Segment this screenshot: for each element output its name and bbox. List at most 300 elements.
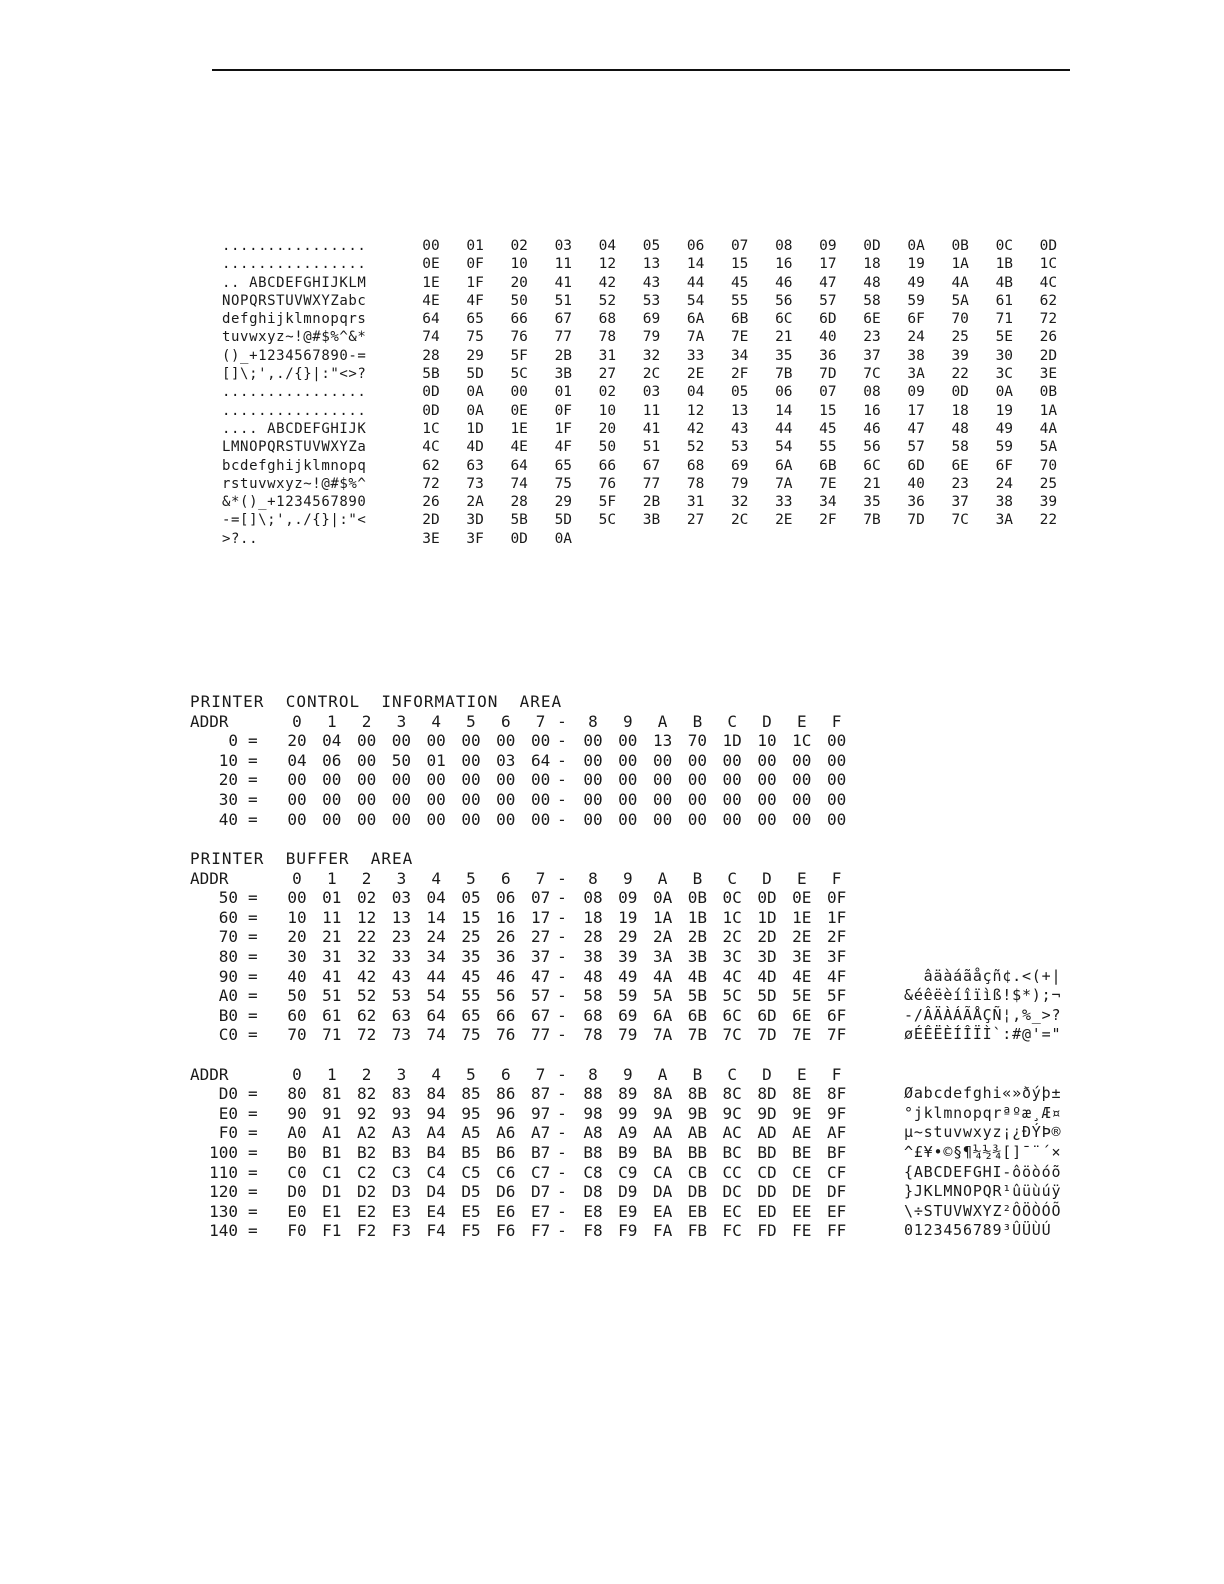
memory-cell: 60	[287, 1005, 307, 1025]
column-separator: -	[557, 907, 567, 927]
memory-cell: 8B	[687, 1084, 708, 1104]
memory-cell: 00	[792, 790, 812, 809]
dump-hex-byte: 0A	[907, 238, 925, 254]
memory-cell: 64	[530, 750, 551, 770]
character-interpretation: ^£¥•©§¶¼½¾[]¯¨´×	[904, 1143, 1062, 1161]
memory-cell: F9	[618, 1221, 638, 1241]
memory-cell: AE	[792, 1123, 812, 1143]
memory-cell: 55	[461, 986, 481, 1006]
memory-cell: 19	[618, 907, 638, 927]
row-address: 20	[218, 770, 238, 790]
dump-hex-byte: 7E	[819, 475, 837, 492]
memory-cell: 42	[356, 966, 377, 986]
equals-sign: =	[248, 1005, 258, 1025]
row-address: A0	[218, 986, 238, 1006]
column-header: C	[727, 868, 737, 888]
dump-hex-byte: 20	[510, 274, 528, 291]
dump-hex-byte: 03	[642, 384, 661, 401]
dump-hex-byte: 77	[554, 329, 573, 346]
dump-hex-byte: 5C	[510, 366, 528, 383]
dump-hex-byte: 61	[995, 292, 1014, 309]
memory-row	[190, 1163, 1110, 1183]
dump-hex-byte: 6E	[863, 311, 881, 328]
column-header: 2	[361, 711, 372, 731]
memory-cell: 00	[618, 731, 638, 751]
row-address: 130	[209, 1201, 238, 1221]
memory-cell: 00	[583, 809, 603, 829]
dump-hex-byte: 11	[642, 402, 661, 419]
dump-hex-byte: 2B	[642, 494, 661, 511]
column-header: 4	[431, 868, 441, 888]
memory-cell: 10	[287, 907, 307, 927]
memory-cell: A5	[461, 1123, 481, 1143]
memory-cell: 8E	[792, 1084, 812, 1104]
dump-hex-byte: 19	[995, 402, 1014, 419]
addr-label: ADDR	[190, 711, 229, 731]
dump-hex-byte: 2A	[466, 494, 484, 511]
memory-cell: 7C	[722, 1025, 742, 1045]
memory-cell: 96	[496, 1103, 516, 1123]
column-header: D	[762, 711, 772, 731]
memory-cell: 24	[426, 927, 446, 947]
memory-cell: BD	[757, 1143, 777, 1162]
dump-hex-byte: 64	[422, 311, 440, 328]
memory-cell: 79	[618, 1025, 638, 1045]
memory-cell: 75	[461, 1025, 481, 1045]
memory-cell: 46	[496, 966, 516, 986]
column-header: 1	[326, 1064, 337, 1084]
memory-row	[190, 1221, 1110, 1241]
dump-ascii: ()_+1234567890-=	[222, 347, 367, 364]
dump-hex-byte: 35	[775, 347, 793, 364]
memory-cell: A0	[287, 1123, 307, 1143]
dump-hex-byte: 58	[951, 439, 969, 456]
equals-sign: =	[248, 986, 258, 1006]
memory-cell: 81	[322, 1084, 342, 1104]
dump-hex-byte: 63	[466, 457, 484, 474]
memory-cell: 74	[426, 1025, 446, 1045]
memory-cell: 04	[287, 750, 307, 770]
dump-hex-byte: 27	[598, 366, 617, 383]
dump-hex-byte: 0E	[422, 256, 440, 273]
memory-cell: 11	[322, 907, 342, 927]
memory-cell: 58	[583, 986, 603, 1006]
memory-cell: 00	[391, 731, 412, 751]
memory-cell: 00	[826, 731, 847, 751]
column-separator: -	[557, 750, 567, 770]
memory-cell: 00	[322, 770, 342, 790]
dump-hex-byte: 4C	[1039, 274, 1058, 291]
memory-cell: 28	[583, 927, 603, 947]
memory-cell: 38	[583, 947, 603, 966]
dump-hex-byte: 54	[686, 292, 705, 309]
row-address: 60	[218, 907, 238, 927]
memory-row	[190, 927, 1110, 947]
dump-hex-byte: 08	[775, 238, 793, 254]
column-header: E	[796, 711, 807, 731]
column-separator: -	[557, 1084, 567, 1104]
row-address: F0	[218, 1123, 238, 1143]
memory-cell: 97	[530, 1103, 551, 1123]
memory-cell: 25	[461, 927, 481, 947]
memory-cell: FB	[687, 1221, 708, 1241]
dump-hex-byte: 4E	[510, 439, 528, 456]
memory-cell: 30	[287, 947, 307, 966]
memory-cell: 00	[391, 809, 412, 829]
dump-hex-byte: 11	[554, 256, 573, 273]
memory-cell: F4	[426, 1221, 446, 1241]
dump-hex-byte: 34	[819, 494, 837, 511]
column-header: 8	[588, 711, 598, 731]
memory-cell: D2	[356, 1182, 377, 1202]
memory-cell: 00	[757, 770, 777, 790]
memory-cell: 21	[322, 927, 342, 947]
memory-cell: 18	[583, 907, 603, 927]
memory-cell: 00	[287, 770, 307, 790]
dump-hex-byte: 75	[466, 329, 484, 346]
column-header: E	[796, 868, 807, 888]
memory-cell: AD	[757, 1123, 777, 1143]
memory-cell: 16	[496, 907, 516, 927]
column-header: 8	[588, 868, 598, 888]
column-header-row	[190, 869, 1110, 889]
memory-row	[190, 1006, 1110, 1026]
dump-hex-byte: 07	[819, 384, 837, 401]
addr-label: ADDR	[190, 868, 229, 888]
memory-cell: E4	[426, 1201, 446, 1221]
memory-cell: 61	[322, 1005, 342, 1025]
memory-cell: C3	[391, 1162, 412, 1182]
column-header: E	[796, 1064, 807, 1084]
column-separator: -	[557, 1064, 567, 1084]
column-header: 0	[292, 868, 302, 888]
column-header: 6	[500, 1064, 511, 1084]
dump-hex-byte: 43	[642, 274, 661, 291]
memory-cell: 12	[356, 907, 377, 927]
row-address: E0	[218, 1103, 238, 1123]
dump-hex-byte: 58	[863, 292, 881, 309]
control-area-title: PRINTER CONTROL INFORMATION AREA	[190, 692, 563, 711]
dump-hex-byte: 44	[686, 274, 705, 291]
memory-cell: 86	[496, 1084, 516, 1104]
dump-hex-byte: 70	[1039, 457, 1058, 474]
memory-cell: BB	[687, 1143, 708, 1162]
memory-cell: 3A	[652, 947, 673, 966]
memory-cell: 1C	[792, 731, 812, 751]
dump-hex-byte: 0D	[422, 384, 440, 401]
memory-cell: F1	[322, 1221, 342, 1241]
memory-cell: FF	[826, 1221, 847, 1241]
dump-hex-byte: 31	[686, 494, 705, 511]
dump-hex-byte: 6A	[686, 311, 705, 328]
memory-cell: E2	[356, 1201, 377, 1221]
dump-hex-byte: 62	[1039, 292, 1058, 309]
dump-hex-byte: 51	[554, 292, 573, 309]
memory-cell: 82	[356, 1084, 377, 1104]
memory-cell: 85	[461, 1084, 481, 1104]
column-header: 9	[622, 711, 633, 731]
memory-row	[190, 1025, 1110, 1045]
dump-hex-byte: 7C	[951, 512, 969, 529]
column-separator: -	[557, 1221, 567, 1241]
memory-cell: 0C	[722, 888, 742, 908]
memory-cell: C9	[618, 1162, 638, 1182]
dump-hex-byte: 1E	[510, 420, 528, 437]
memory-cell: 07	[530, 888, 551, 908]
column-header: 5	[466, 711, 476, 731]
memory-row	[190, 947, 1110, 967]
dump-hex-byte: 18	[951, 402, 969, 419]
dump-hex-byte: 02	[510, 238, 528, 254]
memory-cell: 00	[530, 809, 551, 829]
column-header: D	[762, 868, 772, 888]
memory-cell: 54	[426, 986, 446, 1006]
column-header: 4	[431, 1064, 441, 1084]
dump-hex-byte: 39	[951, 347, 969, 364]
memory-cell: 72	[356, 1025, 377, 1045]
column-header: 2	[361, 868, 372, 888]
memory-cell: 84	[426, 1084, 446, 1104]
dump-ascii: LMNOPQRSTUVWXYZa	[222, 439, 367, 456]
memory-cell: 9D	[757, 1103, 777, 1123]
dump-hex-byte: 53	[730, 439, 749, 456]
memory-cell: FD	[757, 1221, 777, 1241]
memory-cell: 00	[461, 750, 481, 770]
row-address: 40	[218, 809, 238, 829]
memory-cell: D3	[391, 1182, 412, 1202]
dump-hex-byte: 36	[819, 347, 837, 364]
dump-hex-byte: 30	[995, 347, 1014, 364]
memory-cell: 06	[496, 888, 516, 908]
memory-cell: 7D	[757, 1025, 777, 1045]
memory-cell: 47	[530, 966, 551, 986]
memory-cell: C0	[287, 1162, 307, 1182]
memory-cell: EB	[687, 1201, 708, 1221]
dump-hex-byte: 55	[730, 292, 749, 309]
dump-hex-byte: 2B	[554, 347, 573, 364]
memory-cell: 69	[618, 1005, 638, 1025]
memory-cell: 00	[461, 790, 481, 809]
column-header: 0	[292, 1064, 302, 1084]
memory-cell: 83	[391, 1084, 412, 1104]
memory-cell: F0	[287, 1221, 307, 1241]
dump-hex-byte: 76	[598, 475, 617, 492]
memory-cell: 06	[322, 750, 342, 770]
dump-hex-byte: 65	[466, 311, 484, 328]
memory-cell: 1C	[722, 907, 742, 927]
memory-cell: 5D	[757, 986, 777, 1006]
memory-cell: CE	[792, 1162, 812, 1182]
dump-hex-byte: 29	[466, 347, 484, 364]
memory-cell: FC	[722, 1221, 742, 1241]
dump-hex-byte: 42	[598, 274, 617, 291]
dump-hex-byte: 7A	[686, 329, 705, 346]
memory-cell: 5C	[722, 986, 742, 1006]
dump-hex-byte: 22	[1039, 512, 1058, 529]
memory-cell: 4C	[722, 966, 742, 986]
dump-hex-byte: 4D	[466, 439, 484, 456]
dump-hex-byte: 66	[598, 457, 617, 474]
dump-hex-byte: 62	[422, 457, 440, 474]
column-separator: -	[557, 888, 567, 908]
memory-cell: 09	[618, 888, 638, 908]
dump-hex-byte: 6F	[995, 457, 1014, 474]
memory-cell: A9	[618, 1123, 638, 1143]
memory-cell: 3F	[826, 947, 847, 966]
dump-hex-byte: 3D	[466, 512, 484, 529]
dump-hex-byte: 2D	[422, 512, 440, 529]
memory-cell: B2	[356, 1143, 377, 1162]
character-interpretation: {ABCDEFGHI-ôöòóõ	[904, 1162, 1062, 1181]
memory-cell: 6D	[757, 1005, 777, 1025]
dump-hex-byte: 01	[554, 384, 573, 401]
memory-cell: A8	[583, 1123, 603, 1143]
memory-cell: A1	[322, 1123, 342, 1143]
memory-cell: 00	[826, 790, 847, 809]
memory-row	[190, 751, 1110, 771]
memory-cell: 00	[618, 790, 638, 809]
dump-hex-byte: 4B	[995, 274, 1014, 291]
memory-cell: 4B	[687, 966, 708, 986]
dump-hex-byte: 38	[907, 347, 925, 364]
memory-cell: E5	[461, 1201, 481, 1221]
column-header: A	[657, 711, 668, 731]
addr-label: ADDR	[190, 1064, 229, 1084]
column-header: 0	[292, 711, 302, 731]
memory-cell: 99	[618, 1103, 638, 1123]
memory-cell: 8C	[722, 1084, 742, 1104]
dump-ascii: -=[]\;',./{}|:"<	[222, 512, 367, 529]
character-interpretation: \÷STUVWXYZ²ÔÖÒÓÕ	[904, 1201, 1062, 1220]
dump-hex-byte: 59	[995, 439, 1014, 456]
dump-hex-byte: 28	[422, 347, 440, 364]
memory-cell: C2	[356, 1162, 377, 1182]
memory-cell: DE	[792, 1182, 812, 1202]
memory-cell: 2F	[826, 927, 847, 947]
dump-hex-byte: 01	[466, 238, 484, 254]
memory-cell: 95	[461, 1103, 481, 1123]
memory-cell: 29	[618, 927, 638, 947]
memory-cell: AA	[652, 1123, 673, 1143]
memory-cell: 89	[618, 1084, 638, 1104]
memory-cell: 00	[722, 750, 742, 770]
dump-hex-byte: 5F	[598, 494, 617, 511]
memory-cell: 20	[287, 927, 307, 947]
dump-hex-byte: 0A	[466, 402, 484, 419]
dump-hex-byte: 20	[598, 420, 617, 437]
memory-cell: 00	[722, 770, 742, 790]
dump-hex-byte: 38	[995, 494, 1014, 511]
row-address: D0	[218, 1084, 238, 1104]
dump-hex-byte: 14	[775, 402, 793, 419]
memory-cell: 00	[687, 809, 708, 829]
dump-hex-byte: 69	[730, 457, 749, 474]
dump-hex-byte: 13	[730, 402, 749, 419]
memory-cell: 00	[391, 770, 412, 790]
memory-cell: 32	[356, 947, 377, 966]
dump-hex-byte: 45	[819, 420, 837, 437]
row-address: 70	[218, 927, 238, 947]
column-header: B	[692, 1064, 703, 1084]
column-header: C	[727, 711, 737, 731]
dump-hex-byte: 07	[730, 238, 749, 254]
memory-cell: 51	[322, 986, 342, 1006]
dump-hex-byte: 3B	[554, 366, 573, 383]
memory-cell: A4	[426, 1123, 446, 1143]
dump-hex-byte: 33	[686, 347, 705, 364]
dump-hex-byte: 0B	[1039, 384, 1058, 401]
dump-hex-byte: 0A	[554, 530, 573, 547]
memory-cell: 6E	[792, 1005, 812, 1025]
dump-hex-byte: 41	[642, 420, 661, 437]
dump-hex-byte: 6C	[775, 311, 793, 328]
memory-cell: EF	[826, 1201, 847, 1221]
memory-cell: F7	[530, 1221, 551, 1241]
memory-cell: 00	[496, 809, 516, 829]
dump-ascii: bcdefghijklmnopq	[222, 457, 367, 474]
memory-cell: 2E	[792, 927, 812, 947]
dump-hex-byte: 24	[907, 329, 925, 346]
dump-hex-byte: 76	[510, 329, 528, 346]
dump-hex-byte: 6C	[863, 457, 881, 474]
memory-cell: 00	[583, 731, 603, 751]
row-address: 120	[209, 1182, 238, 1202]
memory-cell: D9	[618, 1182, 638, 1202]
dump-hex-byte: 40	[907, 475, 925, 492]
dump-hex-byte: 0C	[995, 238, 1014, 254]
memory-cell: 65	[461, 1005, 481, 1025]
column-separator: -	[557, 966, 567, 986]
memory-cell: 66	[496, 1005, 516, 1025]
dump-hex-byte: 35	[863, 494, 881, 511]
dump-hex-byte: 51	[642, 439, 661, 456]
dump-ascii: .. ABCDEFGHIJKLM	[222, 274, 367, 291]
dump-hex-byte: 1C	[422, 420, 440, 437]
memory-cell: 00	[426, 770, 446, 790]
dump-hex-byte: 36	[907, 494, 925, 511]
dump-ascii: &*()_+1234567890	[222, 494, 367, 511]
memory-row	[190, 770, 1110, 790]
dump-hex-byte: 56	[863, 439, 881, 456]
buffer-area-title: PRINTER BUFFER AREA	[190, 849, 414, 868]
column-header: 9	[622, 1064, 633, 1084]
row-address: 0	[228, 731, 238, 751]
memory-cell: 1B	[687, 907, 708, 927]
memory-cell: 03	[391, 888, 412, 908]
column-header: F	[831, 868, 842, 888]
dump-hex-byte: 43	[730, 420, 749, 437]
dump-ascii: ................	[222, 256, 367, 273]
column-header: 3	[396, 711, 407, 731]
memory-row	[190, 790, 1110, 810]
dump-hex-byte: 3A	[995, 512, 1014, 529]
column-header: A	[657, 868, 668, 888]
memory-cell: 3D	[757, 947, 777, 966]
memory-cell: 00	[287, 888, 307, 908]
dump-hex-byte: 06	[686, 238, 705, 254]
memory-cell: 00	[426, 731, 446, 751]
dump-hex-byte: 7D	[907, 512, 925, 529]
memory-cell: 3C	[722, 947, 742, 966]
memory-cell: 4A	[652, 966, 673, 986]
memory-cell: 00	[687, 750, 708, 770]
equals-sign: =	[248, 888, 258, 908]
dump-hex-byte: 02	[598, 384, 617, 401]
dump-hex-byte: 73	[466, 475, 484, 492]
memory-cell: 00	[322, 790, 342, 809]
dump-hex-byte: 7B	[863, 512, 881, 529]
column-header-row	[190, 1065, 1110, 1085]
